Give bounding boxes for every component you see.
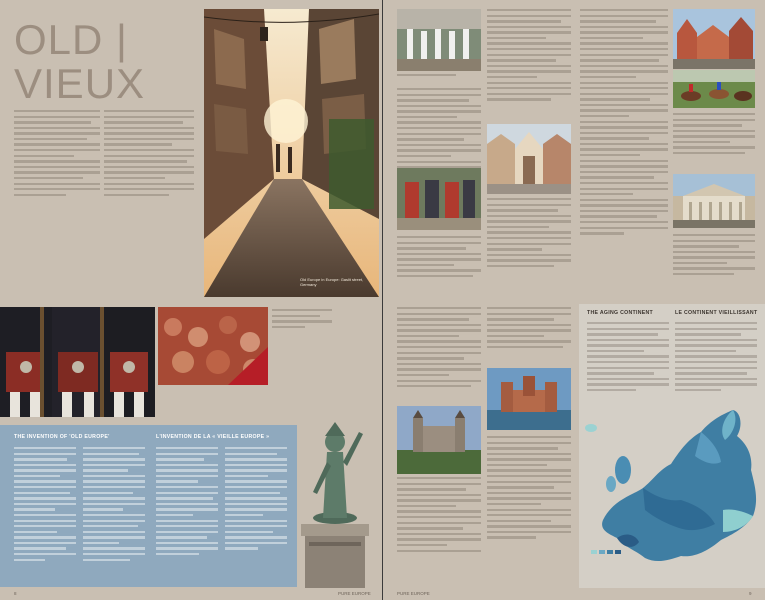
dancers-photo: [397, 9, 481, 71]
castle-photo: [397, 406, 481, 474]
blue-box-column-2: [83, 447, 145, 582]
palace-illustration: [673, 174, 755, 228]
dancers-caption: [397, 74, 481, 84]
palace-photo: [673, 174, 755, 228]
column-1-text-bottom: [397, 236, 481, 296]
aging-text-en: [587, 322, 669, 412]
blue-box-column-1: [14, 447, 76, 582]
castle-caption: [397, 477, 481, 587]
street-photo: [204, 9, 379, 297]
section-heading-fr: L'INVENTION DE LA « VIEILLE EUROPE »: [156, 434, 270, 440]
blue-box-column-3: [156, 447, 218, 582]
horse-riders-photo: [673, 70, 755, 108]
column-4-text-bottom: [673, 234, 755, 294]
aging-continent-box: [579, 304, 765, 588]
town-square-photo: [487, 124, 571, 194]
fortress-photo: [487, 368, 571, 430]
city-hall-photo: [673, 9, 755, 69]
fortress-illustration: [487, 368, 571, 430]
column-2-text-bottom: [487, 198, 571, 298]
column-4-text: [673, 113, 755, 173]
column-2-text: [487, 9, 571, 124]
horse-riders-illustration: [673, 70, 755, 108]
bottom-column-1-text: [397, 307, 481, 407]
bottom-column-2-text-lower: [487, 436, 571, 586]
blue-box-column-4: [225, 447, 287, 582]
bagpipers-photo: [0, 307, 155, 417]
aging-text-fr: [675, 322, 757, 412]
left-page: [0, 0, 382, 600]
section-heading-en: THE INVENTION OF 'OLD EUROPE': [14, 434, 110, 440]
folk-costume-photo: [397, 168, 481, 230]
statue-illustration: [297, 392, 382, 588]
city-hall-illustration: [673, 9, 755, 69]
photo-caption: Old Europe in Europe: Gaslit street, Germany: [300, 277, 364, 288]
statue-photo: [297, 392, 382, 588]
bagpipers-illustration: [0, 307, 155, 417]
castle-illustration: [397, 406, 481, 474]
footer-brand-right: PURE EUROPE: [397, 591, 430, 596]
crowd-photo-caption: [272, 309, 332, 339]
aging-heading-fr: LE CONTINENT VIEILLISSANT: [675, 310, 758, 316]
blue-text-box: [0, 425, 297, 587]
folk-costume-illustration: [397, 168, 481, 230]
page-number-left: 8: [14, 591, 17, 596]
bottom-column-2-text: [487, 307, 571, 367]
intro-text-en: [14, 110, 100, 230]
page-title: OLD | VIEUX: [14, 16, 146, 107]
town-square-illustration: [487, 124, 571, 194]
festival-crowd-photo: [158, 307, 268, 385]
aging-heading-en: THE AGING CONTINENT: [587, 310, 654, 316]
crowd-illustration: [158, 307, 268, 385]
right-page: [383, 0, 765, 600]
intro-text-fr: [104, 110, 194, 230]
street-illustration: [204, 9, 379, 297]
europe-age-map: [583, 400, 761, 568]
footer-brand-left: PURE EUROPE: [338, 591, 371, 596]
page-number-right: 9: [749, 591, 752, 596]
dancers-illustration: [397, 9, 481, 71]
column-3-text: [580, 9, 668, 297]
